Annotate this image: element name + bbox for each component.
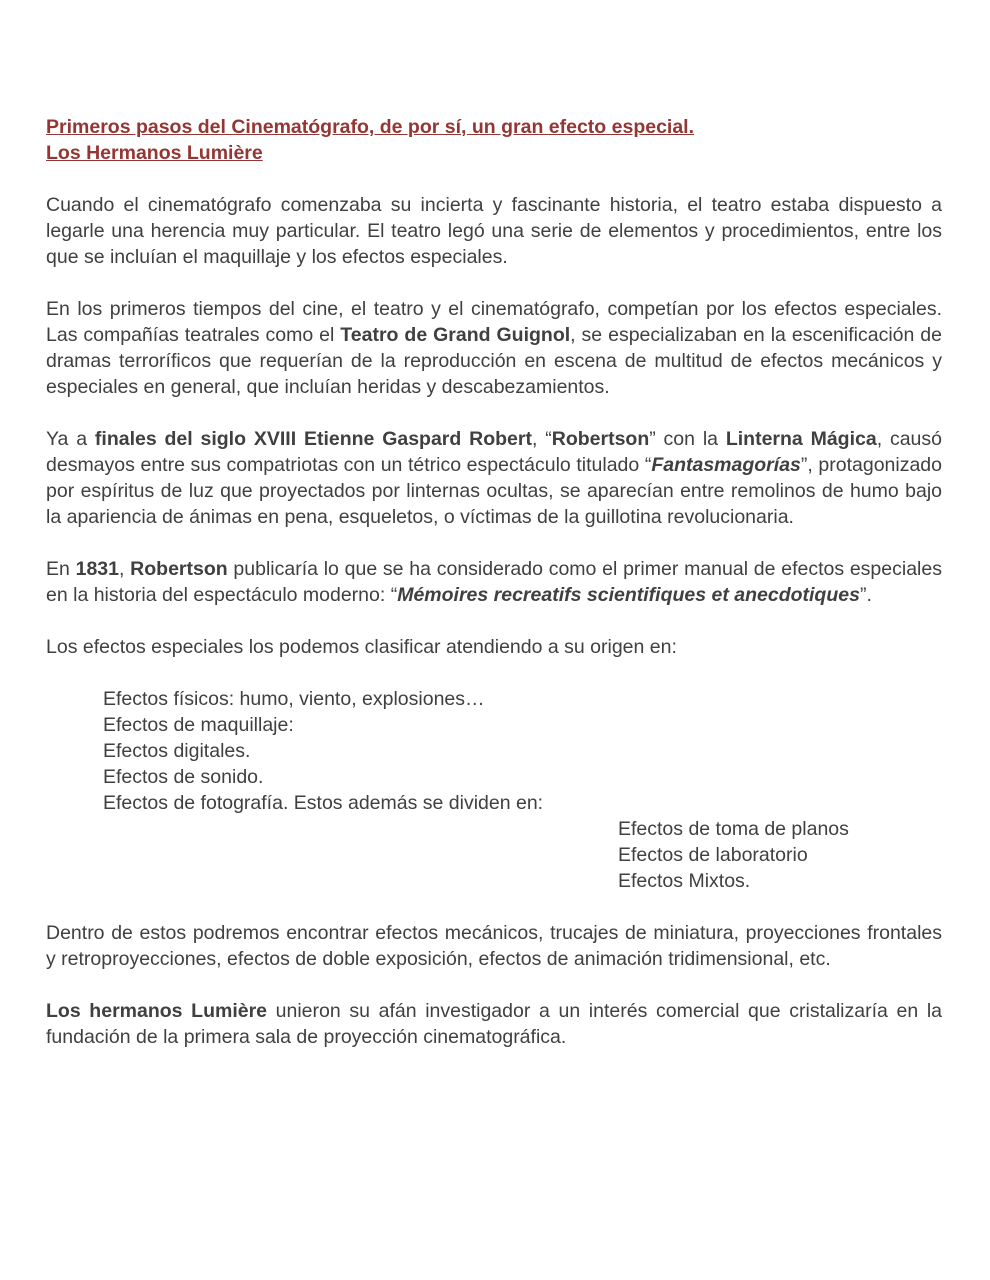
bold-grand-guignol: Teatro de Grand Guignol: [340, 324, 571, 346]
bold-italic-fantasmagorias: Fantasmagorías: [651, 454, 801, 476]
bold-italic-memoires: Mémoires recreatifs scientifiques et anecdotiques: [397, 584, 860, 606]
effects-list: [46, 686, 942, 894]
list-item: Efectos físicos: humo, viento, explosiones…: [103, 688, 485, 710]
bold-linterna-magica: Linterna Mágica: [725, 428, 877, 450]
list-item: Efectos de maquillaje:: [103, 714, 294, 736]
paragraph-classification: Los efectos especiales los podemos clasificar atendiendo a su origen en:: [46, 636, 677, 658]
sub-list-item: Efectos de laboratorio: [618, 844, 808, 866]
document-page: [46, 114, 942, 1050]
paragraph-robertson: Ya a finales del siglo XVIII Etienne Gaspard Robert, “Robertson” con la Linterna Mágica, causó desmayos entre sus compatriotas con un tétrico espectáculo titulado “Fantasmagorías”, protagonizado por espíritus de luz que proyectados por linternas ocultas, se aparecían entre remolinos de humo bajo la apariencia de ánimas en pena, esqueletos, o víctimas de la guillotina revolucionaria.: [46, 428, 942, 528]
heading-title: Primeros pasos del Cinematógrafo, de por sí, un gran efecto especial.: [46, 116, 695, 138]
list-item: Efectos digitales.: [103, 740, 251, 762]
paragraph-manual: En 1831, Robertson publicaría lo que se ha considerado como el primer manual de efectos especiales en la historia del espectáculo moderno: “Mémoires recreatifs scientifiques et anecdotiques”.: [46, 558, 942, 606]
paragraph-techniques: Dentro de estos podremos encontrar efectos mecánicos, trucajes de miniatura, proyecciones frontales y retroproyecciones, efectos de doble exposición, efectos de animación tridimensional, etc.: [46, 922, 942, 970]
bold-finales-siglo: finales del siglo XVIII Etienne Gaspard Robert: [94, 428, 532, 450]
heading-subtitle: Los Hermanos Lumière: [46, 142, 263, 164]
bold-robertson-2: Robertson: [130, 558, 228, 580]
list-item: Efectos de fotografía. Estos además se dividen en:: [103, 792, 544, 814]
sub-list-item: Efectos Mixtos.: [618, 870, 751, 892]
sub-list-item: Efectos de toma de planos: [618, 818, 849, 840]
paragraph-lumiere: Los hermanos Lumière unieron su afán investigador a un interés comercial que cristalizaría en la fundación de la primera sala de proyección cinematográfica.: [46, 1000, 942, 1048]
bold-hermanos-lumiere: Los hermanos Lumière: [46, 1000, 268, 1022]
bold-robertson: Robertson: [551, 428, 650, 450]
paragraph-intro: Cuando el cinematógrafo comenzaba su incierta y fascinante historia, el teatro estaba dispuesto a legarle una herencia muy particular. El teatro legó una serie de elementos y procedimientos, entre los que se incluían el maquillaje y los efectos especiales.: [46, 194, 942, 268]
list-item: Efectos de sonido.: [103, 766, 264, 788]
paragraph-early-cinema: En los primeros tiempos del cine, el teatro y el cinematógrafo, competían por los efectos especiales. Las compañías teatrales como el Teatro de Grand Guignol, se especializaban en la escenificación de dramas terroríficos que requerían de la reproducción en escena de multitud de efectos mecánicos y especiales en general, que incluían heridas y descabezamientos.: [46, 298, 943, 398]
bold-year-1831: 1831: [75, 558, 119, 580]
